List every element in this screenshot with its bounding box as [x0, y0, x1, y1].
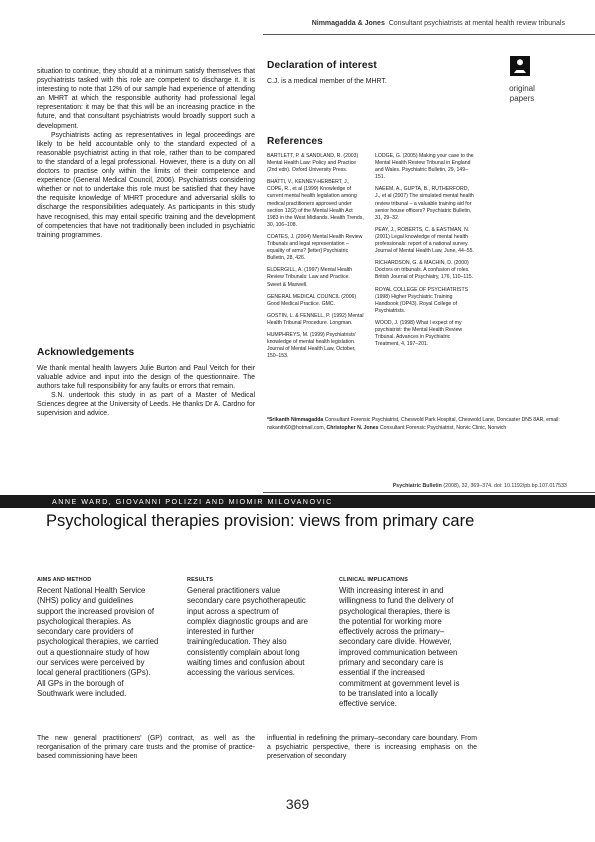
- citation: [267, 483, 567, 489]
- acknowledgements-paragraph-1: We thank mental health lawyers Julie Burton and Paul Veitch for their valuable advice and input into the design of the questionnaire. The authors take full responsibility for any faults or errors that remain.: [37, 365, 255, 391]
- original-papers-icon: [510, 56, 530, 76]
- reference-item: HUMPHREYS, M. (1999) Psychiatrists' knowledge of mental health legislation. Journal of Mental Health Law, October, 150–153.: [267, 331, 356, 360]
- author-notes: [267, 417, 567, 432]
- citation-details: (2008), 32, 369–374. doi: 10.1192/pb.bp.107.017533: [443, 483, 567, 489]
- intro-column-1: The new general practitioners' (GP) contract, as well as the reorganisation of the primary care trusts and the promise of practice-based commissioning have been: [37, 735, 255, 761]
- original-papers-line-1: original: [509, 84, 535, 93]
- running-head-authors: Nimmagadda & Jones: [311, 20, 385, 27]
- reference-item: BARTLETT, P. & SANDLAND, R. (2003) Mental Health Law: Policy and Practice (2nd edn). Oxford University Press.: [267, 153, 359, 174]
- intro-column-2: influential in redefining the primary–secondary care boundary. From a psychiatric perspective, there is increasing emphasis on the preservation of secondary: [267, 735, 477, 761]
- left-column: [37, 67, 255, 240]
- body-paragraph-2: Psychiatrists acting as representatives in legal proceedings are likely to be held accountable only to the standard expected of a reasonable psychiatrist acting in that role, rather than to be compared to the standard of a legal professional. However, there is a duty on all doctors to practise only within the limits of their competence and experience (General Medical Council, 2006). Psychiatrists considering whether or not to undertake this role must be satisfied that they have the requisite knowledge of MHRT procedure and adversarial skills to discharge the responsibilities adequately. As participants in this study have recognised, this may entail specific training and the development of competencies that have not traditionally been included in psychiatric training programmes.: [37, 131, 255, 239]
- author-1-affiliation: Consultant Forensic Psychiatrist, Cheswold Park Hospital, Cheswold Lane, Doncaster DN5 8AR, email: nskanth60@hotmail.com,: [267, 417, 560, 431]
- reference-item: PEAY, J., ROBERTS, C. & EASTMAN, N. (2001) Legal knowledge of mental health professionals: report of a national survey. Journal of Mental Health Law, June, 44–55.: [375, 226, 474, 255]
- header-rule: [263, 34, 595, 35]
- abstract-clinical-implications: [339, 577, 461, 710]
- article-title: Psychological therapies provision: views from primary care: [46, 512, 475, 530]
- original-papers-line-2: papers: [509, 94, 535, 103]
- reference-item: COATES, J. (2004) Mental Health Review Tribunals and legal representation – equality of arms? [letter] Psychiatric Bulletin, 28, 426.: [267, 233, 363, 262]
- reference-item: RICHARDSON, G. & MACHIN, D. (2000) Doctors on tribunals. A confusion of roles. British Journal of Psychiatry, 176, 110–115.: [375, 260, 474, 281]
- citation-journal: Psychiatric Bulletin: [392, 483, 442, 489]
- clinical-implications-text: With increasing interest in and willingness to fund the delivery of psychological therapies, there is the potential for working more effectively across the primary–secondary care divide. However, improved communication between primary and secondary care is essential if the increased commitment at government level is to be translated into a locally effective service.: [339, 586, 460, 709]
- reference-item: ELDERGILL, A. (1997) Mental Health Review Tribunals: Law and Practice. Sweet & Maxwell.: [267, 267, 353, 288]
- reference-item: GOSTIN, L. & FENNELL, P. (1992) Mental Health Tribunal Procedure. Longman.: [267, 312, 364, 326]
- abstract-aims: [37, 577, 159, 699]
- abstract-results: [187, 577, 309, 679]
- author-1-name: *Srikanth Nimmagadda: [267, 417, 324, 423]
- declaration-text: C.J. is a medical member of the MHRT.: [267, 78, 387, 85]
- reference-item: LODGE, G. (2005) Making your case to the Mental Health Review Tribunal in England and Wales. Psychiatric Bulletin, 29, 149–151.: [375, 153, 474, 181]
- page-number: 369: [285, 796, 310, 812]
- acknowledgements-text: [37, 364, 255, 419]
- aims-text: Recent National Health Service (NHS) policy and guidelines support the increased provision of psychological therapies. As secondary care providers of psychological therapies, we carried out a questionnaire study of how our services were perceived by local general practitioners (GPs). All GPs in the borough of Southwark were included.: [37, 586, 159, 698]
- running-head: [312, 20, 565, 27]
- original-papers-label: [497, 84, 547, 104]
- clinical-implications-heading: CLINICAL IMPLICATIONS: [339, 577, 408, 583]
- declaration-heading: Declaration of interest: [267, 60, 377, 71]
- reference-item: BHATTI, V., KENNEY-HERBERT, J., COPE, R., et al (1999) Knowledge of current mental health legislation among medical practitioners approved under section 12(2) of the Mental Health Act 1983 in the West Midlands. Health Trends, 30, 106–108.: [267, 179, 364, 228]
- reference-item: ROYAL COLLEGE OF PSYCHIATRISTS (1998) Higher Psychiatric Training Handbook (OP43). Royal College of Psychiatrists.: [375, 286, 469, 314]
- author-2-affiliation: Consultant Forensic Psychiatrist, Norvic Clinic, Norwich: [379, 424, 507, 431]
- acknowledgements-heading: Acknowledgements: [37, 347, 135, 358]
- citation-rule: [263, 492, 595, 493]
- reference-item: WOOD, J. (1998) What I expect of my psychiatrist: the Mental Health Review Tribunal. Advances in Psychiatric Treatment, 4, 197–201.: [375, 319, 463, 348]
- reference-item: GENERAL MEDICAL COUNCIL (2006) Good Medical Practice. GMC.: [267, 293, 357, 307]
- results-text: General practitioners value secondary care psychotherapeutic input across a spectrum of complex diagnostic groups and are interested in further training/education. They also consistently complain about long waiting times and confusion about accessing the various services.: [187, 586, 308, 678]
- references-heading: References: [267, 136, 323, 147]
- author-2-name: Christopher N. Jones: [326, 424, 379, 431]
- running-head-title: Consultant psychiatrists at mental health review tribunals: [388, 20, 565, 27]
- acknowledgements-paragraph-2: S.N. undertook this study in as part of a Master of Medical Sciences degree at the University of Leeds. He thanks Dr A. Cardno for supervision and advice.: [37, 392, 255, 418]
- article-authors: ANNE WARD, GIOVANNI POLIZZI AND MIOMIR MILOVANOVIC: [52, 497, 333, 506]
- reference-item: NAEEM, A., GUPTA, B., RUTHERFORD, J., et al (2007) The simulated mental health review tribunal – a valuable training aid for senior house officers? Psychiatric Bulletin, 31, 29–32.: [375, 186, 474, 221]
- aims-heading: AIMS AND METHOD: [37, 577, 92, 583]
- body-paragraph-1: situation to continue, they should at a minimum satisfy themselves that psychiatrists tasked with this role are competent to discharge it. It is interesting to note that 12% of our sample had experience of attending an MHRT at which the responsible authority had professional legal representation: it may be that this will be an increasing practice in the future, and that consultant psychiatrists would broadly support such a development.: [37, 68, 255, 130]
- references-column-1: [267, 153, 365, 360]
- references-column-2: [375, 153, 475, 348]
- results-heading: RESULTS: [187, 577, 214, 583]
